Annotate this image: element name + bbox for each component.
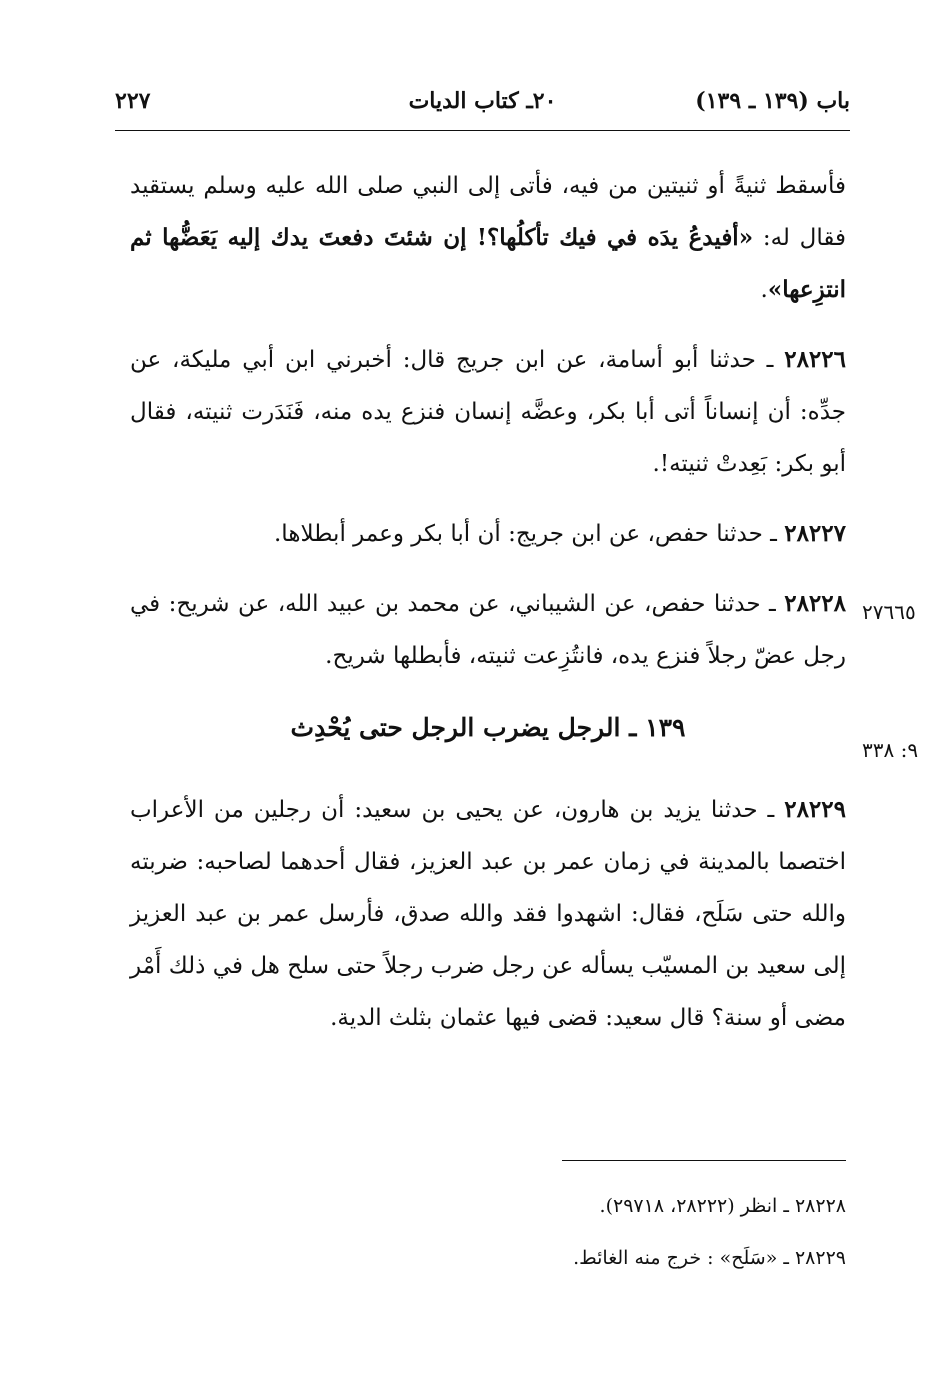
hadith-28229 xyxy=(130,784,846,1044)
hadith-text: ـ حدثنا حفص، عن الشيباني، عن محمد بن عبيد الله، عن شريح: في رجل عضّ رجلاً فنزع يده، فانتُزِعت ثنيته، فأبطلها شريح. xyxy=(130,591,846,669)
page-header xyxy=(115,88,850,128)
hadith-number: ٢٨٢٢٨ xyxy=(784,590,846,617)
paragraph-tail: . xyxy=(760,277,768,303)
margin-note-1: ٢٧٦٦٥ xyxy=(862,600,916,624)
margin-note-2: ٩: ٣٣٨ xyxy=(862,738,919,762)
hadith-text: ـ حدثنا حفص، عن ابن جريج: أن أبا بكر وعمر أبطلاها. xyxy=(274,521,785,547)
hadith-28226 xyxy=(130,334,846,490)
paragraph-continuation xyxy=(130,160,846,316)
main-text xyxy=(130,160,846,1062)
hadith-text: ـ حدثنا يزيد بن هارون، عن يحيى بن سعيد: أن رجلين من الأعراب اختصما بالمدينة في زمان عمر بن عبد العزيز، فقال أحدهما لصاحبه: ضربته والله حتى سَلَح، فقال: اشهدوا فقد والله صدق، فأرسل عمر بن عبد العزيز إلى سعيد بن المسيّب يسأله عن رجل ضرب رجلاً حتى سلح هل في ذلك أَمْر مضى أو سنة؟ قال سعيد: قضى فيها عثمان بثلث الدية. xyxy=(130,797,846,1031)
hadith-28227 xyxy=(130,508,846,560)
hadith-28228 xyxy=(130,578,846,682)
section-heading: ١٣٩ ـ الرجل يضرب الرجل حتى يُحْدِث xyxy=(290,713,686,742)
paragraph-lead: فأسقط ثنيةً أو ثنيتين من فيه، فأتى إلى النبي صلى الله عليه وسلم يستقيد فقال له: xyxy=(130,173,846,251)
hadith-number: ٢٨٢٢٦ xyxy=(784,346,846,373)
footnote-2: ٢٨٢٢٩ ـ «سَلَح» : خرج منه الغائط. xyxy=(573,1247,846,1269)
hadith-number: ٢٨٢٢٧ xyxy=(784,520,846,547)
header-rule xyxy=(115,130,850,131)
footnote-rule xyxy=(562,1160,846,1161)
footnotes xyxy=(130,1180,846,1284)
chapter-range: باب (١٣٩ ـ ١٣٩) xyxy=(695,88,850,114)
hadith-text: ـ حدثنا أبو أسامة، عن ابن جريج قال: أخبرني ابن أبي مليكة، عن جدِّه: أن إنساناً أتى أبا بكر، وعضَّه إنسان فنزع يده منه، فَنَدَرت ثنيته، فقال أبو بكر: بَعِدتْ ثنيته!. xyxy=(130,347,846,477)
footnote-1: ٢٨٢٢٨ ـ انظر (٢٨٢٢٢، ٢٩٧١٨). xyxy=(599,1195,846,1217)
book-title: ٢٠ـ كتاب الديات xyxy=(408,88,557,114)
hadith-number: ٢٨٢٢٩ xyxy=(784,796,846,823)
hadith-quote: «أفيدعُ يدَه في فيك تأكلُها؟! إن شئتَ دفعتَ يدك إليه يَعَضُّها ثم انتزِعها» xyxy=(130,224,846,303)
page-number: ٢٢٧ xyxy=(115,88,151,114)
